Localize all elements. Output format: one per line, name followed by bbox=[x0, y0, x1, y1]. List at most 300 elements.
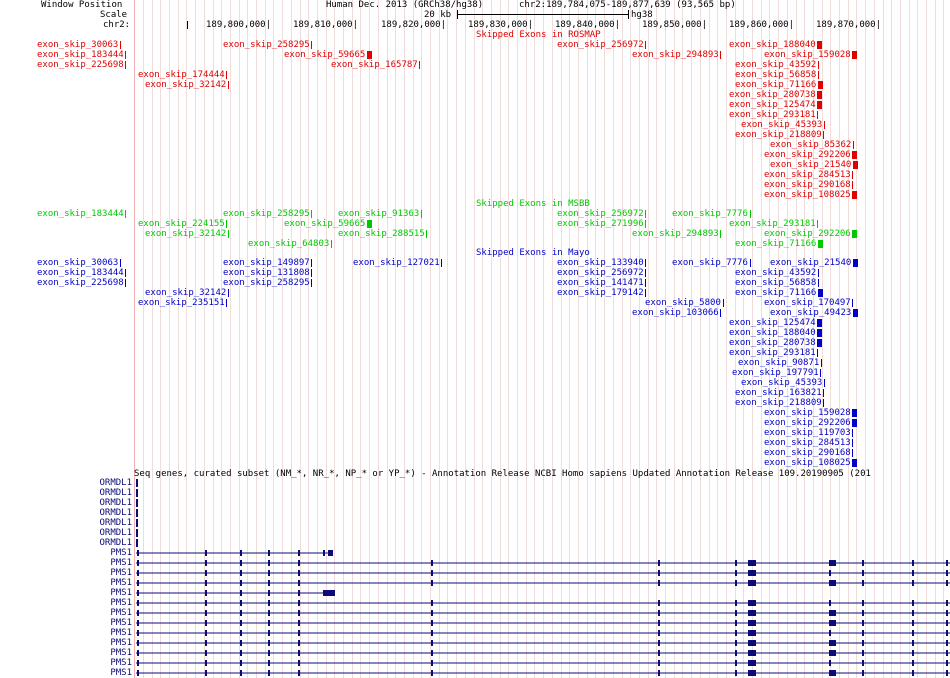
exon-skip-mark bbox=[311, 210, 312, 218]
gene-model[interactable] bbox=[0, 548, 950, 558]
exon-block bbox=[829, 640, 836, 646]
gene-model[interactable] bbox=[0, 498, 950, 508]
gene-model[interactable] bbox=[0, 608, 950, 618]
exon-skip-mark bbox=[645, 269, 646, 277]
exon-skip-mark bbox=[645, 210, 646, 218]
exon-skip-mark bbox=[817, 319, 822, 327]
exon-block bbox=[912, 630, 914, 636]
exon-block bbox=[137, 620, 139, 626]
exon-block bbox=[205, 630, 207, 636]
track-title[interactable]: Skipped Exons in MSBB bbox=[476, 199, 590, 209]
exon-skip-mark bbox=[852, 51, 857, 59]
exon-block bbox=[748, 660, 755, 666]
exon-block bbox=[240, 660, 242, 666]
exon-skip-mark bbox=[824, 379, 825, 387]
exon-block bbox=[862, 620, 864, 626]
exon-block bbox=[298, 610, 300, 616]
gene-label[interactable]: PMS1 bbox=[110, 568, 132, 578]
exon-skip-item[interactable]: exon_skip_71166 bbox=[735, 239, 817, 249]
gene-label[interactable]: PMS1 bbox=[110, 628, 132, 638]
exon-skip-item[interactable]: exon_skip_183444 bbox=[37, 268, 124, 278]
exon-skip-item[interactable]: exon_skip_59665 bbox=[284, 219, 366, 229]
exon-skip-item[interactable]: exon_skip_43592 bbox=[735, 60, 817, 70]
exon-skip-item[interactable]: exon_skip_218809 bbox=[735, 130, 822, 140]
ruler-tick bbox=[187, 21, 188, 29]
exon-block bbox=[137, 610, 139, 616]
exon-skip-item[interactable]: exon_skip_45393 bbox=[741, 378, 823, 388]
gene-label[interactable]: ORMDL1 bbox=[99, 478, 132, 488]
exon-skip-item[interactable]: exon_skip_30063 bbox=[37, 40, 119, 50]
exon-skip-item[interactable]: exon_skip_149897 bbox=[223, 258, 310, 268]
exon-skip-mark bbox=[852, 419, 857, 427]
exon-skip-item[interactable]: exon_skip_179142 bbox=[557, 288, 644, 298]
exon-block bbox=[431, 650, 433, 656]
exon-skip-mark bbox=[817, 41, 822, 49]
exon-block bbox=[205, 570, 207, 576]
exon-block bbox=[431, 580, 433, 586]
exon-skip-mark bbox=[853, 309, 858, 317]
exon-block bbox=[829, 600, 831, 606]
gene-model[interactable] bbox=[0, 558, 950, 568]
exon-block bbox=[431, 620, 433, 626]
exon-block bbox=[658, 580, 660, 586]
exon-skip-item[interactable]: exon_skip_7776 bbox=[672, 258, 748, 268]
gene-label[interactable]: PMS1 bbox=[110, 548, 132, 558]
assembly-title: Human Dec. 2013 (GRCh38/hg38) bbox=[326, 0, 484, 10]
exon-block bbox=[298, 600, 300, 606]
gene-model[interactable] bbox=[0, 488, 950, 498]
gene-label[interactable]: PMS1 bbox=[110, 598, 132, 608]
exon-skip-mark bbox=[818, 269, 819, 277]
gene-model[interactable] bbox=[0, 668, 950, 678]
exon-skip-item[interactable]: exon_skip_159028 bbox=[764, 408, 851, 418]
exon-block bbox=[268, 610, 270, 616]
gene-label[interactable]: PMS1 bbox=[110, 578, 132, 588]
exon-block bbox=[323, 550, 325, 556]
exon-skip-mark bbox=[645, 259, 646, 267]
exon-skip-mark bbox=[824, 121, 825, 129]
exon-block bbox=[735, 640, 737, 646]
gene-label[interactable]: ORMDL1 bbox=[99, 488, 132, 498]
exon-block bbox=[912, 600, 914, 606]
exon-block bbox=[829, 580, 836, 586]
exon-block bbox=[298, 630, 300, 636]
ruler-tick-label: 189,830,000| bbox=[468, 20, 534, 30]
exon-block bbox=[946, 650, 948, 656]
gene-label[interactable]: PMS1 bbox=[110, 668, 132, 678]
exon-skip-item[interactable]: exon_skip_225698 bbox=[37, 60, 124, 70]
exon-block bbox=[323, 590, 335, 596]
exon-block bbox=[754, 620, 756, 626]
exon-block bbox=[748, 620, 755, 626]
exon-block bbox=[735, 620, 737, 626]
exon-block bbox=[748, 600, 755, 606]
exon-skip-mark bbox=[645, 289, 646, 297]
exon-skip-item[interactable]: exon_skip_56858 bbox=[735, 70, 817, 80]
exon-skip-item[interactable]: exon_skip_183444 bbox=[37, 209, 124, 219]
exon-skip-mark bbox=[311, 259, 312, 267]
exon-skip-item[interactable]: exon_skip_293181 bbox=[729, 110, 816, 120]
exon-block bbox=[658, 640, 660, 646]
exon-block bbox=[431, 570, 433, 576]
exon-block bbox=[431, 640, 433, 646]
exon-skip-item[interactable]: exon_skip_225698 bbox=[37, 278, 124, 288]
exon-block bbox=[240, 650, 242, 656]
gene-model[interactable] bbox=[0, 648, 950, 658]
exon-skip-item[interactable]: exon_skip_56858 bbox=[735, 278, 817, 288]
gene-label[interactable]: PMS1 bbox=[110, 638, 132, 648]
exon-skip-item[interactable]: exon_skip_293181 bbox=[729, 219, 816, 229]
exon-skip-item[interactable]: exon_skip_292206 bbox=[764, 150, 851, 160]
exon-skip-mark bbox=[311, 41, 312, 49]
exon-skip-mark bbox=[817, 220, 818, 228]
exon-block bbox=[268, 550, 270, 556]
exon-block bbox=[298, 570, 300, 576]
exon-skip-item[interactable]: exon_skip_91363 bbox=[338, 209, 420, 219]
gene-model[interactable] bbox=[0, 598, 950, 608]
exon-skip-item[interactable]: exon_skip_280738 bbox=[729, 338, 816, 348]
exon-skip-mark bbox=[421, 210, 422, 218]
exon-block bbox=[136, 479, 138, 487]
exon-block bbox=[240, 630, 242, 636]
exon-skip-item[interactable]: exon_skip_218809 bbox=[735, 398, 822, 408]
exon-block bbox=[298, 670, 300, 676]
gene-label[interactable]: ORMDL1 bbox=[99, 498, 132, 508]
exon-block bbox=[829, 610, 836, 616]
exon-skip-item[interactable]: exon_skip_174444 bbox=[138, 70, 225, 80]
exon-skip-mark bbox=[852, 181, 853, 189]
gene-label[interactable]: ORMDL1 bbox=[99, 538, 132, 548]
exon-block bbox=[268, 570, 270, 576]
exon-skip-item[interactable]: exon_skip_32142 bbox=[145, 229, 227, 239]
gene-label[interactable]: ORMDL1 bbox=[99, 508, 132, 518]
exon-skip-mark bbox=[723, 299, 724, 307]
ruler-tick-label: 189,860,000| bbox=[729, 20, 795, 30]
exon-skip-item[interactable]: exon_skip_292206 bbox=[764, 418, 851, 428]
exon-skip-item[interactable]: exon_skip_290168 bbox=[764, 448, 851, 458]
exon-block bbox=[298, 650, 300, 656]
exon-skip-item[interactable]: exon_skip_21540 bbox=[770, 160, 852, 170]
exon-skip-mark bbox=[853, 259, 858, 267]
exon-skip-item[interactable]: exon_skip_183444 bbox=[37, 50, 124, 60]
exon-skip-mark bbox=[367, 51, 372, 59]
exon-block bbox=[431, 670, 433, 676]
exon-skip-mark bbox=[226, 71, 227, 79]
exon-block bbox=[735, 560, 737, 566]
exon-skip-item[interactable]: exon_skip_32142 bbox=[145, 80, 227, 90]
gene-model[interactable] bbox=[0, 658, 950, 668]
scale-label: Scale bbox=[100, 10, 128, 20]
exon-skip-mark bbox=[720, 309, 721, 317]
exon-block bbox=[205, 640, 207, 646]
exon-block bbox=[137, 640, 139, 646]
exon-skip-item[interactable]: exon_skip_188040 bbox=[729, 328, 816, 338]
exon-skip-item[interactable]: exon_skip_103066 bbox=[632, 308, 719, 318]
exon-skip-mark bbox=[228, 81, 229, 89]
exon-skip-mark bbox=[852, 191, 857, 199]
exon-skip-mark bbox=[750, 259, 751, 267]
gene-label[interactable]: ORMDL1 bbox=[99, 518, 132, 528]
exon-skip-item[interactable]: exon_skip_271996 bbox=[557, 219, 644, 229]
exon-skip-mark bbox=[823, 389, 824, 397]
exon-block bbox=[137, 560, 139, 566]
gene-model[interactable] bbox=[0, 618, 950, 628]
exon-block bbox=[240, 610, 242, 616]
exon-skip-item[interactable]: exon_skip_85362 bbox=[770, 140, 852, 150]
exon-skip-mark bbox=[852, 151, 857, 159]
exon-skip-mark bbox=[226, 299, 227, 307]
exon-block bbox=[268, 650, 270, 656]
exon-block bbox=[298, 590, 300, 596]
exon-skip-mark bbox=[823, 131, 824, 139]
ruler-tick-label: 189,870,000| bbox=[816, 20, 882, 30]
exon-skip-mark bbox=[818, 279, 819, 287]
exon-block bbox=[431, 600, 433, 606]
exon-block bbox=[240, 550, 242, 556]
exon-skip-item[interactable]: exon_skip_159028 bbox=[764, 50, 851, 60]
exon-block bbox=[862, 640, 864, 646]
exon-block bbox=[754, 610, 756, 616]
exon-skip-item[interactable]: exon_skip_284513 bbox=[764, 170, 851, 180]
exon-skip-item[interactable]: exon_skip_49423 bbox=[770, 308, 852, 318]
exon-skip-mark bbox=[125, 279, 126, 287]
exon-skip-mark bbox=[367, 220, 372, 228]
exon-skip-mark bbox=[820, 369, 821, 377]
exon-block bbox=[268, 640, 270, 646]
exon-skip-mark bbox=[852, 429, 853, 437]
exon-skip-mark bbox=[852, 230, 857, 238]
exon-skip-item[interactable]: exon_skip_7776 bbox=[672, 209, 748, 219]
position-readout: chr2:189,784,075-189,877,639 (93,565 bp) bbox=[519, 0, 736, 10]
scale-assembly: hg38 bbox=[631, 10, 653, 20]
exon-block bbox=[946, 670, 948, 676]
exon-block bbox=[240, 560, 242, 566]
exon-skip-item[interactable]: exon_skip_188040 bbox=[729, 40, 816, 50]
gene-model[interactable] bbox=[0, 538, 950, 548]
gene-model[interactable] bbox=[0, 588, 950, 598]
gene-label[interactable]: PMS1 bbox=[110, 558, 132, 568]
exon-skip-item[interactable]: exon_skip_45393 bbox=[741, 120, 823, 130]
scale-bar bbox=[457, 14, 628, 15]
exon-block bbox=[431, 660, 433, 666]
exon-skip-item[interactable]: exon_skip_5800 bbox=[645, 298, 721, 308]
exon-block bbox=[658, 630, 660, 636]
exon-skip-item[interactable]: exon_skip_125474 bbox=[729, 100, 816, 110]
gene-label[interactable]: PMS1 bbox=[110, 658, 132, 668]
exon-block bbox=[946, 580, 948, 586]
exon-skip-item[interactable]: exon_skip_294893 bbox=[632, 229, 719, 239]
exon-block bbox=[136, 529, 138, 537]
exon-skip-item[interactable]: exon_skip_163821 bbox=[735, 388, 822, 398]
exon-block bbox=[205, 560, 207, 566]
exon-block bbox=[748, 670, 755, 676]
exon-block bbox=[205, 580, 207, 586]
exon-block bbox=[240, 620, 242, 626]
exon-skip-mark bbox=[441, 259, 442, 267]
exon-block bbox=[748, 630, 755, 636]
exon-skip-item[interactable]: exon_skip_108025 bbox=[764, 458, 851, 468]
exon-skip-item[interactable]: exon_skip_43592 bbox=[735, 268, 817, 278]
exon-skip-item[interactable]: exon_skip_293181 bbox=[729, 348, 816, 358]
exon-skip-item[interactable]: exon_skip_258295 bbox=[223, 209, 310, 219]
exon-block bbox=[735, 660, 737, 666]
exon-skip-item[interactable]: exon_skip_258295 bbox=[223, 278, 310, 288]
exon-block bbox=[205, 650, 207, 656]
exon-block bbox=[137, 630, 139, 636]
gene-model[interactable] bbox=[0, 578, 950, 588]
exon-skip-item[interactable]: exon_skip_280738 bbox=[729, 90, 816, 100]
exon-skip-item[interactable]: exon_skip_256972 bbox=[557, 268, 644, 278]
exon-block bbox=[862, 610, 864, 616]
exon-block bbox=[328, 550, 333, 556]
exon-skip-item[interactable]: exon_skip_21540 bbox=[770, 258, 852, 268]
exon-skip-item[interactable]: exon_skip_256972 bbox=[557, 209, 644, 219]
exon-block bbox=[862, 560, 864, 566]
exon-block bbox=[748, 580, 755, 586]
gene-label[interactable]: PMS1 bbox=[110, 608, 132, 618]
exon-block bbox=[946, 570, 948, 576]
exon-skip-item[interactable]: exon_skip_170497 bbox=[764, 298, 851, 308]
exon-block bbox=[735, 630, 737, 636]
exon-block bbox=[862, 580, 864, 586]
exon-block bbox=[862, 670, 864, 676]
exon-skip-item[interactable]: exon_skip_292206 bbox=[764, 229, 851, 239]
exon-block bbox=[268, 590, 270, 596]
exon-block bbox=[912, 640, 914, 646]
exon-block bbox=[205, 550, 207, 556]
exon-skip-item[interactable]: exon_skip_131808 bbox=[223, 268, 310, 278]
exon-skip-mark bbox=[645, 41, 646, 49]
gene-model[interactable] bbox=[0, 518, 950, 528]
exon-block bbox=[946, 620, 948, 626]
exon-skip-item[interactable]: exon_skip_108025 bbox=[764, 190, 851, 200]
exon-block bbox=[754, 570, 756, 576]
gene-model[interactable] bbox=[0, 628, 950, 638]
exon-block bbox=[658, 570, 660, 576]
exon-block bbox=[748, 650, 755, 656]
exon-block bbox=[735, 650, 737, 656]
gene-label[interactable]: PMS1 bbox=[110, 648, 132, 658]
exon-skip-item[interactable]: exon_skip_284513 bbox=[764, 438, 851, 448]
exon-block bbox=[298, 660, 300, 666]
gene-model[interactable] bbox=[0, 568, 950, 578]
exon-skip-item[interactable]: exon_skip_127021 bbox=[353, 258, 440, 268]
exon-skip-mark bbox=[311, 279, 312, 287]
exon-block bbox=[298, 550, 300, 556]
exon-block bbox=[946, 640, 948, 646]
exon-skip-item[interactable]: exon_skip_294893 bbox=[632, 50, 719, 60]
exon-skip-mark bbox=[720, 51, 721, 59]
exon-skip-mark bbox=[852, 409, 857, 417]
exon-block bbox=[754, 660, 756, 666]
exon-block bbox=[829, 630, 831, 636]
window-position-label: Window Position bbox=[41, 0, 123, 10]
exon-block bbox=[829, 660, 831, 666]
exon-skip-item[interactable]: exon_skip_133940 bbox=[557, 258, 644, 268]
gene-label[interactable]: ORMDL1 bbox=[99, 528, 132, 538]
track-title[interactable]: Skipped Exons in Mayo bbox=[476, 248, 590, 258]
exon-skip-mark bbox=[120, 41, 121, 49]
exon-skip-item[interactable]: exon_skip_258295 bbox=[223, 40, 310, 50]
exon-block bbox=[658, 600, 660, 606]
exon-skip-item[interactable]: exon_skip_71166 bbox=[735, 80, 817, 90]
exon-block bbox=[137, 660, 139, 666]
exon-skip-item[interactable]: exon_skip_64803 bbox=[248, 239, 330, 249]
exon-block bbox=[946, 600, 948, 606]
exon-skip-item[interactable]: exon_skip_235151 bbox=[138, 298, 225, 308]
exon-block bbox=[431, 630, 433, 636]
exon-block bbox=[912, 560, 914, 566]
exon-skip-item[interactable]: exon_skip_90871 bbox=[738, 358, 820, 368]
exon-block bbox=[862, 660, 864, 666]
exon-block bbox=[829, 560, 836, 566]
exon-skip-mark bbox=[228, 230, 229, 238]
exon-block bbox=[658, 620, 660, 626]
exon-block bbox=[862, 630, 864, 636]
exon-block bbox=[912, 580, 914, 586]
exon-skip-mark bbox=[645, 220, 646, 228]
exon-block bbox=[735, 600, 737, 606]
scale-bar-left-end bbox=[457, 10, 458, 19]
exon-skip-item[interactable]: exon_skip_30063 bbox=[37, 258, 119, 268]
exon-block bbox=[754, 560, 756, 566]
exon-block bbox=[658, 610, 660, 616]
exon-skip-mark bbox=[817, 329, 822, 337]
exon-skip-mark bbox=[818, 289, 823, 297]
exon-skip-mark bbox=[750, 210, 751, 218]
exon-skip-mark bbox=[817, 91, 822, 99]
exon-skip-item[interactable]: exon_skip_288515 bbox=[338, 229, 425, 239]
exon-skip-mark bbox=[817, 339, 822, 347]
exon-block bbox=[829, 570, 831, 576]
track-title[interactable]: Skipped Exons in ROSMAP bbox=[476, 30, 601, 40]
gene-model[interactable] bbox=[0, 638, 950, 648]
exon-block bbox=[205, 600, 207, 606]
ruler-tick-label: 189,810,000| bbox=[293, 20, 359, 30]
exon-skip-item[interactable]: exon_skip_165787 bbox=[331, 60, 418, 70]
gene-model[interactable] bbox=[0, 508, 950, 518]
exon-block bbox=[240, 640, 242, 646]
exon-block bbox=[658, 650, 660, 656]
exon-skip-item[interactable]: exon_skip_125474 bbox=[729, 318, 816, 328]
exon-block bbox=[946, 660, 948, 666]
gene-model[interactable] bbox=[0, 478, 950, 488]
exon-block bbox=[136, 499, 138, 507]
exon-skip-item[interactable]: exon_skip_59665 bbox=[284, 50, 366, 60]
exon-block bbox=[754, 580, 756, 586]
exon-skip-item[interactable]: exon_skip_224155 bbox=[138, 219, 225, 229]
exon-block bbox=[735, 570, 737, 576]
exon-skip-item[interactable]: exon_skip_32142 bbox=[145, 288, 227, 298]
scale-value: 20 kb bbox=[424, 10, 452, 20]
exon-block bbox=[137, 590, 139, 596]
exon-block bbox=[268, 670, 270, 676]
exon-skip-item[interactable]: exon_skip_197791 bbox=[732, 368, 819, 378]
exon-block bbox=[946, 630, 948, 636]
exon-skip-item[interactable]: exon_skip_141471 bbox=[557, 278, 644, 288]
exon-skip-item[interactable]: exon_skip_290168 bbox=[764, 180, 851, 190]
gene-label[interactable]: PMS1 bbox=[110, 618, 132, 628]
exon-block bbox=[137, 550, 139, 556]
gene-label[interactable]: PMS1 bbox=[110, 588, 132, 598]
exon-skip-item[interactable]: exon_skip_256972 bbox=[557, 40, 644, 50]
chr-label: chr2: bbox=[103, 20, 131, 30]
exon-skip-item[interactable]: exon_skip_71166 bbox=[735, 288, 817, 298]
exon-block bbox=[862, 600, 864, 606]
ruler-tick-label: 189,840,000| bbox=[555, 20, 621, 30]
exon-skip-item[interactable]: exon_skip_119703 bbox=[764, 428, 851, 438]
gene-model[interactable] bbox=[0, 528, 950, 538]
